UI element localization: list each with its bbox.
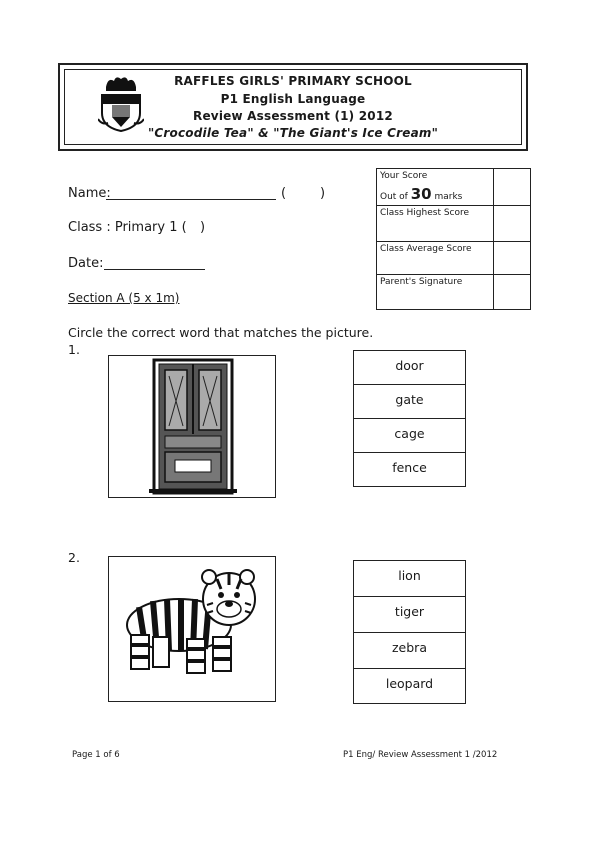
index-bracket-close: ): [320, 186, 326, 201]
school-name: RAFFLES GIRLS' PRIMARY SCHOOL: [174, 74, 412, 88]
name-field-line[interactable]: [106, 199, 276, 200]
class-label: Class : Primary 1 (: [68, 220, 187, 235]
index-bracket-open: (: [281, 186, 287, 201]
parents-signature-label: Parent's Signature: [377, 275, 494, 310]
class-highest-label: Class Highest Score: [377, 206, 494, 242]
class-highest-value-cell[interactable]: [494, 206, 531, 242]
date-field-line[interactable]: [104, 269, 205, 270]
door-picture: [109, 356, 275, 497]
option-gate[interactable]: gate: [354, 385, 465, 419]
score-row-signature: [377, 275, 531, 310]
option-leopard[interactable]: leopard: [385, 676, 434, 691]
class-average-label: Class Average Score: [377, 242, 494, 275]
option-fence[interactable]: fence: [392, 460, 427, 475]
tiger-picture: [109, 557, 275, 701]
question-2-options: [353, 560, 466, 704]
class-average-value-cell[interactable]: [494, 242, 531, 275]
score-row-average: [377, 242, 531, 275]
footer-page-number: Page 1 of 6: [72, 750, 120, 760]
option-door[interactable]: door: [354, 351, 465, 385]
subject-title: P1 English Language: [220, 92, 366, 106]
class-bracket-close: ): [200, 220, 206, 235]
out-of-marks: [380, 185, 490, 203]
total-marks: 30: [410, 185, 432, 203]
your-score-value-cell[interactable]: [494, 169, 531, 206]
out-of-suffix: marks: [434, 192, 463, 202]
score-row-your-score: [377, 169, 531, 206]
option-tiger[interactable]: tiger: [354, 597, 465, 633]
book-titles: "Crocodile Tea" & "The Giant's Ice Cream": [147, 126, 439, 140]
question-1-options: [353, 350, 466, 487]
question-1-picture-box: [108, 355, 276, 498]
your-score-label: Your Score: [380, 171, 428, 181]
out-of-prefix: Out of: [380, 192, 408, 202]
section-a-title: Section A (5 x 1m): [68, 291, 180, 305]
assessment-title: Review Assessment (1) 2012: [193, 109, 393, 123]
name-label: Name:: [68, 186, 111, 201]
your-score-label-cell: [377, 169, 494, 206]
parents-signature-value-cell[interactable]: [494, 275, 531, 310]
header-text: [58, 74, 528, 154]
score-row-highest: [377, 206, 531, 242]
date-label: Date:: [68, 256, 104, 271]
section-instruction: Circle the correct word that matches the picture.: [68, 325, 374, 340]
score-table: [376, 168, 531, 310]
question-2-number: 2.: [68, 550, 80, 565]
option-zebra[interactable]: zebra: [354, 633, 465, 669]
footer-document-code: P1 Eng/ Review Assessment 1 /2012: [343, 750, 498, 760]
question-2-picture-box: [108, 556, 276, 702]
question-1-number: 1.: [68, 342, 80, 357]
option-cage[interactable]: cage: [354, 419, 465, 453]
option-lion[interactable]: lion: [354, 561, 465, 597]
